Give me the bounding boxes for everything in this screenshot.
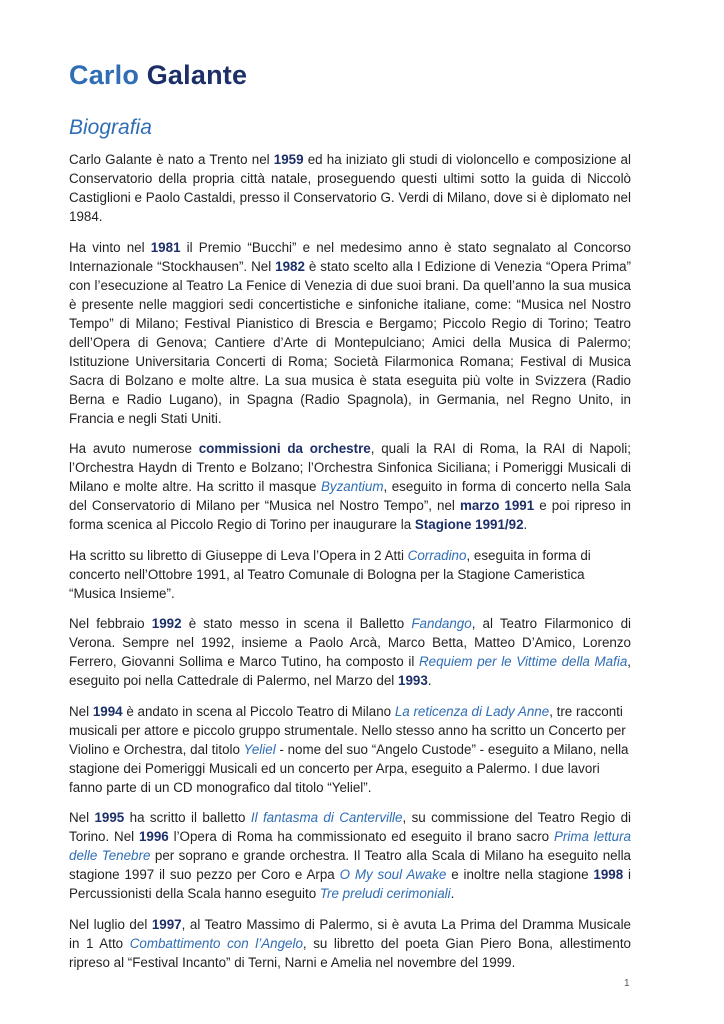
- biography-body: [69, 150, 631, 983]
- text-run: , al Teatro Massimo di Palermo, si è avuta La Prima del Dramma Musicale in 1 Atto: [69, 916, 631, 951]
- text-run: e inoltre nella stagione: [446, 867, 594, 882]
- text-run: per soprano e grande orchestra. Il Teatro alla Scala di Milano ha eseguito nella stagione 1997 il suo pezzo per Coro e Arpa: [69, 848, 631, 882]
- page-number: 1: [624, 978, 630, 989]
- paragraph: [69, 614, 631, 690]
- text-run: , eseguito poi nella Cattedrale di Palermo, nel Marzo del: [69, 654, 632, 688]
- paragraph: [69, 702, 631, 797]
- title-last-name: Galante: [146, 60, 248, 90]
- highlight-text: 1981: [150, 239, 181, 255]
- highlight-text: 1959: [273, 152, 304, 167]
- text-run: è stato messo in scena il Balletto: [181, 616, 412, 631]
- text-run: .: [523, 517, 528, 532]
- paragraph: [69, 238, 631, 428]
- text-run: il Premio “Bucchi” e nel medesimo anno è stato segnalato al Concorso Internazionale “Stockhausen”. Nel: [69, 239, 631, 274]
- text-run: Nel luglio del: [69, 916, 152, 932]
- text-run: l’Opera di Roma ha commissionato ed eseguito il brano sacro: [168, 829, 554, 844]
- section-heading: Biografia: [69, 116, 152, 139]
- text-run: Ha scritto su libretto di Giuseppe di Leva l’Opera in 2 Atti: [69, 547, 408, 563]
- work-title: Il fantasma di Canterville: [250, 810, 403, 825]
- text-run: , al Teatro Filarmonico di Verona. Sempre nel 1992, insieme a Paolo Arcà, Marco Betta, Matteo D’Amico, Lorenzo Ferrero, Giovanni Sollima e Marco Tutino, ha composto il: [69, 616, 631, 669]
- text-run: , quali la RAI di Roma, la RAI di Napoli; l’Orchestra Haydn di Trento e Bolzano; l’Orchestra Sinfonica Siciliana; i Pomeriggi Musicali di Milano e molte altre. Ha scritto il masque: [69, 441, 632, 494]
- text-run: , su libretto del poeta Gian Piero Bona, allestimento ripreso al “Festival Incanto” di Terni, Narni e Amelia nel novembre del 1999.: [69, 935, 631, 970]
- text-run: .: [427, 673, 432, 688]
- work-title: Fandango: [411, 616, 472, 631]
- highlight-text: 1994: [92, 703, 123, 719]
- work-title: O My soul Awake: [339, 867, 447, 882]
- work-title: Yeliel: [243, 741, 276, 757]
- paragraph: [69, 808, 631, 903]
- work-title: La reticenza di Lady Anne: [394, 703, 550, 719]
- text-run: , tre racconti musicali per attore e piccolo gruppo strumentale. Nello stesso anno ha scritto un Concerto per Violino e Orchestra, dal titolo: [69, 703, 626, 757]
- text-run: ha scritto il balletto: [124, 810, 251, 825]
- paragraph: [69, 439, 631, 534]
- title-first-name: Carlo: [69, 60, 140, 90]
- highlight-text: 1996: [138, 829, 169, 844]
- text-run: è andato in scena al Piccolo Teatro di Milano: [122, 703, 395, 719]
- text-run: Ha vinto nel: [69, 239, 151, 255]
- text-run: Nel: [69, 703, 93, 719]
- text-run: Carlo Galante è nato a Trento nel: [69, 152, 274, 167]
- text-run: è stato scelto alla I Edizione di Venezia “Opera Prima” con l’esecuzione al Teatro La Fenice di Venezia di due suoi brani. Da quell’anno la sua musica è presente nelle maggiori sedi concertistiche e sinfoniche italiane, come: “Musica nel Nostro Tempo” di Milano; Festival Pianistico di Brescia e Bergamo; Piccolo Regio di Torino; Teatro dell’Opera di Genova; Cantiere d’Arte di Montepulciano; Amici della Musica di Palermo; Istituzione Universitaria Concerti di Roma; Società Filarmonica Romana; Festival di Musica Sacra di Bolzano e molte altre. La sua musica è stata eseguita più volte in Svizzera (Radio Berna e Radio Lugano), in Spagna (Radio Spagnola), in Germania, nel Regno Unito, in Francia e negli Stati Uniti.: [69, 258, 632, 426]
- text-run: , eseguito in forma di concerto nella Sala del Conservatorio di Milano per “Musica nel Nostro Tempo”, nel: [69, 479, 631, 513]
- text-run: , eseguita in forma di concerto nell’Ottobre 1991, al Teatro Comunale di Bologna per la Stagione Cameristica “Musica Insieme”.: [69, 547, 591, 601]
- work-title: Corradino: [407, 547, 467, 563]
- text-run: , su commissione del Teatro Regio di Torino. Nel: [69, 810, 631, 844]
- paragraph: [69, 546, 631, 603]
- work-title: Requiem per le Vittime della Mafia: [418, 654, 628, 669]
- text-run: .: [450, 886, 455, 901]
- highlight-text: commissioni da orchestre: [198, 441, 371, 456]
- work-title: Byzantium: [320, 479, 384, 494]
- page-title: [69, 60, 247, 91]
- text-run: e poi ripreso in forma scenica al Piccolo Regio di Torino per inaugurare la: [69, 498, 631, 532]
- text-run: - nome del suo “Angelo Custode” - eseguito a Milano, nella stagione dei Pomeriggi Musicali ed un concerto per Arpa, eseguito a Palermo. I due lavori fanno parte di un CD monografico dal titolo “Yeliel”.: [69, 741, 629, 795]
- paragraph: [69, 150, 631, 226]
- text-run: ed ha iniziato gli studi di violoncello e composizione al Conservatorio della propria città natale, proseguendo questi ultimi sotto la guida di Niccolò Castiglioni e Paolo Castaldi, presso il Conservatorio G. Verdi di Milano, dove si è diplomato nel 1984.: [69, 152, 631, 224]
- paragraph: [69, 915, 631, 972]
- highlight-text: 1998: [593, 867, 624, 882]
- text-run: Nel: [69, 810, 95, 825]
- highlight-text: 1992: [151, 616, 182, 631]
- highlight-text: 1993: [398, 673, 428, 688]
- text-run: Nel febbraio: [69, 616, 152, 631]
- highlight-text: Stagione 1991/92: [414, 517, 524, 532]
- highlight-text: 1982: [275, 258, 305, 274]
- highlight-text: 1997: [151, 916, 182, 932]
- highlight-text: 1995: [94, 810, 125, 825]
- text-run: i Percussionisti della Scala hanno eseguito: [69, 867, 631, 901]
- highlight-text: marzo 1991: [459, 498, 535, 513]
- text-run: Ha avuto numerose: [69, 441, 199, 456]
- work-title: Combattimento con l’Angelo: [129, 935, 303, 951]
- work-title: Tre preludi cerimoniali: [319, 886, 451, 901]
- work-title: Prima lettura delle Tenebre: [69, 829, 631, 863]
